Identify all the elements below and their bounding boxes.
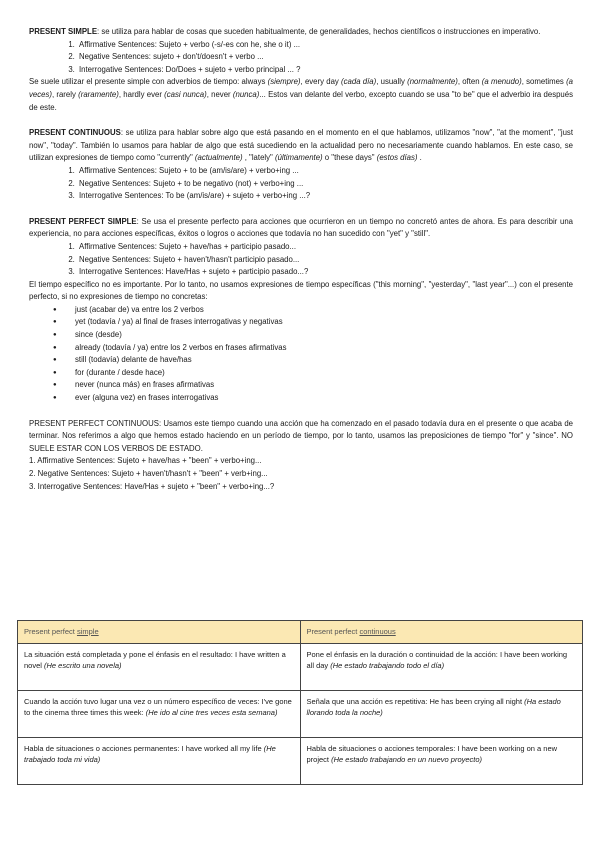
- list-item: 2. Negative Sentences: Sujeto + haven't/hasn't participio pasado...: [77, 254, 573, 267]
- list-item: 2. Negative Sentences: Sujeto + haven't/hasn't + "been" + verb+ing...: [29, 469, 268, 478]
- table-cell: Pone el énfasis en la duración o continuidad de la acción: I have been working all day (He estado trabajando todo el día): [300, 643, 583, 690]
- present-perfect-note: El tiempo específico no es importante. Por lo tanto, no usamos expresiones de tiempo específicas ("this morning", "yesterday", "last year"...) con el presente perfecto, si no expresiones de tiempo no concretas:: [29, 279, 573, 302]
- table-cell: Habla de situaciones o acciones permanentes: I have worked all my life (He trabajado toda mi vida): [18, 737, 301, 784]
- table-row: [18, 690, 583, 737]
- list-item: ● since (desde): [65, 329, 573, 342]
- section-present-simple: [29, 26, 573, 114]
- table-header-simple: Present perfect simple: [18, 621, 301, 644]
- list-item: 3. Interrogative Sentences: To be (am/is/are) + sujeto + verbo+ing ...?: [77, 190, 573, 203]
- present-perfect-continuous-list: [29, 455, 573, 493]
- present-simple-adverbs: Se suele utilizar el presente simple con adverbios de tiempo: always (siempre), every day (cada día), usually (normalmente), often (a menudo), sometimes (a veces), rarely (raramente), hardly ever (casi nunca), never (nunca)... Estos van delante del verbo, excepto cuando se usa "to be" que el adverbio ira después de este.: [29, 77, 573, 112]
- list-item: 1. Affirmative Sentences: Sujeto + have/has + "been" + verbo+ing...: [29, 456, 262, 466]
- list-item: 3. Interrogative Sentences: Do/Does + sujeto + verbo principal ... ?: [77, 64, 573, 77]
- present-perfect-continuous-intro: PRESENT PERFECT CONTINUOUS: Usamos este tiempo cuando una acción que ha comenzado en el pasado todavía dura en el presente o que acaba de terminar. Nos referimos a algo que hemos estado haciendo en un período de tiempo, por lo tanto, usamos las preposiciones de tiempo "for" y "since". NO SUELE ESTAR CON LOS VERBOS DE ESTADO.: [29, 418, 573, 453]
- list-item: 1. Affirmative Sentences: Sujeto + verbo (-s/-es con he, she o it) ...: [77, 39, 573, 52]
- list-item: 2. Negative Sentences: sujeto + don't/doesn't + verbo ...: [77, 51, 573, 64]
- present-perfect-intro: PRESENT PERFECT SIMPLE: Se usa el presente perfecto para acciones que ocurrieron en un tiempo no concretó antes de ahora. Es para describir una experiencia, no para acciones específicas, éxitos o logros o acciones que todavía no han sucedido con "yet" y "still".: [29, 216, 573, 239]
- section-present-perfect-simple: [29, 216, 573, 405]
- time-expressions-list: [29, 304, 573, 405]
- list-item: ● ever (alguna vez) en frases interrogativas: [65, 392, 573, 405]
- table-cell: Cuando la acción tuvo lugar una vez o un número específico de veces: I've gone to the cinema three times this week: (He ido al cine tres veces esta semana): [18, 690, 301, 737]
- list-item: 3. Interrogative Sentences: Have/Has + sujeto + "been" + verbo+ing...?: [29, 481, 275, 491]
- list-item: ● for (durante / desde hace): [65, 367, 573, 380]
- table-header-continuous: Present perfect continuous: [300, 621, 583, 644]
- table-cell: Habla de situaciones o acciones temporales: I have been working on a new project (He estado trabajando en un nuevo proyecto): [300, 737, 583, 784]
- list-item: ● already (todavía / ya) entre los 2 verbos en frases afirmativas: [65, 342, 573, 355]
- table-cell: La situación está completada y pone el énfasis en el resultado: I have written a novel (He escrito una novela): [18, 643, 301, 690]
- present-perfect-title: PRESENT PERFECT SIMPLE: [29, 216, 137, 226]
- list-item: ● yet (todavía / ya) al final de frases interrogativas y negativas: [65, 316, 573, 329]
- list-item: ● still (todavía) delante de have/has: [65, 354, 573, 367]
- table-row: [18, 737, 583, 784]
- present-continuous-title: PRESENT CONTINUOUS: [29, 128, 121, 138]
- section-present-continuous: [29, 127, 573, 203]
- list-item: 1. Affirmative Sentences: Sujeto + have/has + participio pasado...: [77, 241, 573, 254]
- present-continuous-list: [29, 165, 573, 203]
- list-item: 2. Negative Sentences: Sujeto + to be negativo (not) + verbo+ing ...: [77, 178, 573, 191]
- table-row: [18, 643, 583, 690]
- document-body: [29, 26, 573, 493]
- comparison-table: [17, 620, 583, 785]
- table-header-row: [18, 621, 583, 644]
- present-perfect-continuous-title: PRESENT PERFECT CONTINUOUS: [29, 418, 159, 428]
- list-item: ● never (nunca más) en frases afirmativas: [65, 379, 573, 392]
- present-simple-title: PRESENT SIMPLE: [29, 27, 98, 36]
- list-item: ● just (acabar de) va entre los 2 verbos: [65, 304, 573, 317]
- list-item: 1. Affirmative Sentences: Sujeto + to be (am/is/are) + verbo+ing ...: [77, 165, 573, 178]
- present-simple-list: [29, 39, 573, 77]
- table-cell: Señala que una acción es repetitiva: He has been crying all night (Ha estado llorando toda la noche): [300, 690, 583, 737]
- present-perfect-list: [29, 241, 573, 279]
- list-item: 3. Interrogative Sentences: Have/Has + sujeto + participio pasado...?: [77, 266, 573, 279]
- present-simple-intro: PRESENT SIMPLE: se utiliza para hablar de cosas que suceden habitualmente, de generalidades, hechos científicos o instrucciones en imperativo.: [29, 27, 541, 36]
- present-continuous-intro: PRESENT CONTINUOUS: se utiliza para hablar sobre algo que está pasando en el momento en el que hablamos, utilizamos "now", "at the moment", "just now", "today". También lo usamos para hablar de algo que está sucediendo en la actualidad pero no necesariamente cuando hablamos. En este caso, se utilizan expresiones de tiempo como "currently" (actualmente) , "lately" (últimamente) o "these days" (estos días) .: [29, 128, 573, 163]
- section-present-perfect-continuous: [29, 418, 573, 494]
